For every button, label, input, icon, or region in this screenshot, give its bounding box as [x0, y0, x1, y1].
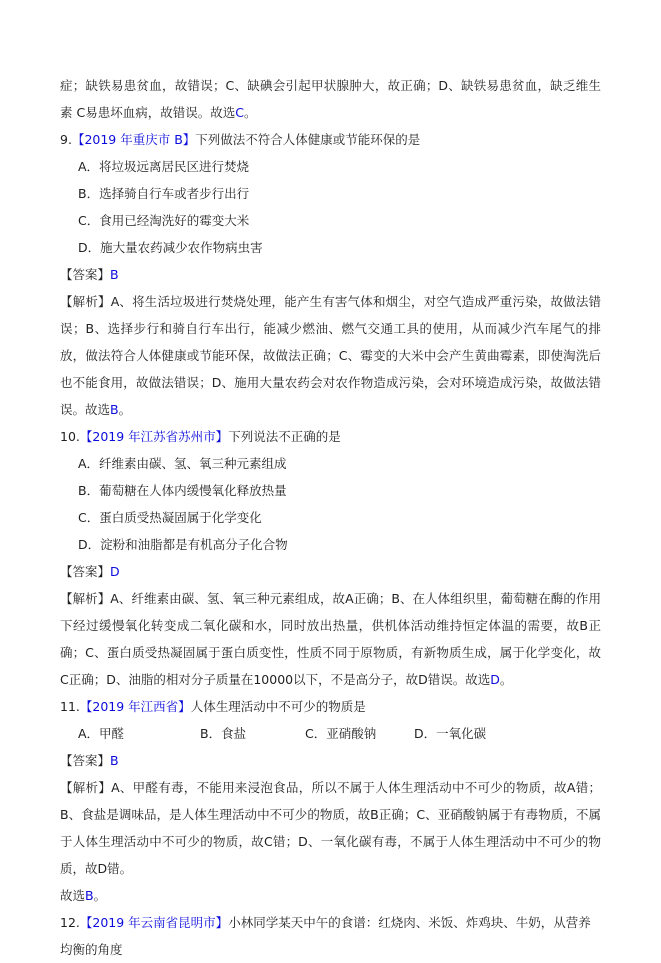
highlighted-text: D: [110, 564, 120, 579]
text-segment: 【解析】A、甲醛有毒，不能用来浸泡食品，所以不属于人体生理活动中不可少的物质，故A错；B、食盐是调味品，是人体生理活动中不可少的物质，故B正确；C、亚硝酸钠属于有毒物质，不属于人体生理活动中不可少的物质，故C错；D、一氧化碳有毒，不属于人体生理活动中不可少的物质，故D错。: [60, 780, 601, 876]
q11-analysis: [60, 774, 601, 882]
text-segment: 症；缺铁易患贫血，故错误；C、缺碘会引起甲状腺肿大，故正确；D、缺铁易患贫血，缺乏维生素 C易患坏血病，故错误。故选: [60, 78, 601, 120]
q10-analysis: [60, 585, 601, 693]
q10-option-a: [60, 450, 601, 477]
highlighted-text: B: [110, 267, 119, 282]
text-segment: 【答案】: [60, 564, 111, 579]
q11-answer: [60, 747, 601, 774]
q9-option-d: [60, 234, 601, 261]
text-segment: C．蛋白质受热凝固属于化学变化: [78, 510, 262, 525]
q11-options: [60, 720, 601, 747]
text-segment: 10.: [60, 429, 80, 444]
q11-question: [60, 693, 601, 720]
text-segment: 。: [118, 402, 132, 417]
text-segment: B．选择骑自行车或者步行出行: [78, 186, 250, 201]
text-segment: 下列说法不正确的是: [228, 429, 341, 444]
text-segment: 12.: [60, 915, 80, 930]
text-segment: 下列做法不符合人体健康或节能环保的是: [195, 132, 421, 147]
q9-option-a: [60, 153, 601, 180]
q12-question: [60, 909, 601, 963]
q9-answer: [60, 261, 601, 288]
q8-analysis-continued: [60, 72, 601, 126]
text-segment: 。: [243, 105, 257, 120]
q10-question: [60, 423, 601, 450]
q11-analysis-conclusion: [60, 882, 601, 909]
q10-answer: [60, 558, 601, 585]
q9-analysis: [60, 288, 601, 423]
highlighted-text: 【2019 年重庆市 B】: [71, 132, 196, 147]
highlighted-text: B: [85, 888, 94, 903]
text-segment: 小林同学某天中午的食谱：红烧肉、米饭、炸鸡块、牛奶，从营养均衡的角度: [60, 915, 591, 957]
text-segment: 【解析】A、纤维素由碳、氢、氧三种元素组成，故A正确；B、在人体组织里，葡萄糖在酶的作用下经过缓慢氧化转变成二氧化碳和水，同时放出热量，供机体活动维持恒定体温的需要，故B正确；C、蛋白质受热凝固属于蛋白质变性，性质不同于原物质，有新物质生成，属于化学变化，故C正确；D、油脂的相对分子质量在10000以下，不是高分子，故D错误。故选: [60, 591, 601, 687]
highlighted-text: 【2019 年江苏省苏州市】: [79, 429, 229, 444]
q11-options-item-2: C．亚硝酸钠: [305, 726, 377, 741]
text-segment: C．食用已经淘洗好的霉变大米: [78, 213, 250, 228]
highlighted-text: 【2019 年云南省昆明市】: [79, 915, 229, 930]
text-segment: A．纤维素由碳、氢、氧三种元素组成: [78, 456, 287, 471]
text-segment: 【答案】: [60, 753, 111, 768]
text-segment: 【解析】A、将生活垃圾进行焚烧处理，能产生有害气体和烟尘，对空气造成严重污染，故做法错误；B、选择步行和骑自行车出行，能减少燃油、燃气交通工具的使用，从而减少汽车尾气的排放，做法符合人体健康或节能环保，故做法正确；C、霉变的大米中会产生黄曲霉素，即使淘洗后也不能食用，故做法错误；D、施用大量农药会对农作物造成污染，会对环境造成污染，故做法错误。故选: [60, 294, 601, 417]
q10-option-b: [60, 477, 601, 504]
q11-options-item-0: A．甲醛: [78, 726, 125, 741]
highlighted-text: B: [110, 753, 119, 768]
text-segment: 人体生理活动中不可少的物质是: [190, 699, 366, 714]
text-segment: 故选: [60, 888, 86, 903]
text-segment: B．葡萄糖在人体内缓慢氧化释放热量: [78, 483, 287, 498]
text-segment: 9.: [60, 132, 72, 147]
q11-options-item-1: B．食盐: [200, 726, 247, 741]
text-segment: D．施大量农药减少农作物病虫害: [78, 240, 263, 255]
q10-option-d: [60, 531, 601, 558]
q11-options-item-3: D．一氧化碳: [414, 726, 487, 741]
q10-option-c: [60, 504, 601, 531]
text-segment: 。: [499, 672, 513, 687]
highlighted-text: B: [110, 402, 119, 417]
text-segment: 【答案】: [60, 267, 111, 282]
text-segment: D．淀粉和油脂都是有机高分子化合物: [78, 537, 288, 552]
q9-option-c: [60, 207, 601, 234]
q9-question: [60, 126, 601, 153]
highlighted-text: 【2019 年江西省】: [79, 699, 191, 714]
text-segment: 。: [93, 888, 107, 903]
text-segment: A．将垃圾远离居民区进行焚烧: [78, 159, 250, 174]
highlighted-text: C: [235, 105, 244, 120]
text-segment: 11.: [60, 699, 80, 714]
highlighted-text: D: [490, 672, 500, 687]
q9-option-b: [60, 180, 601, 207]
